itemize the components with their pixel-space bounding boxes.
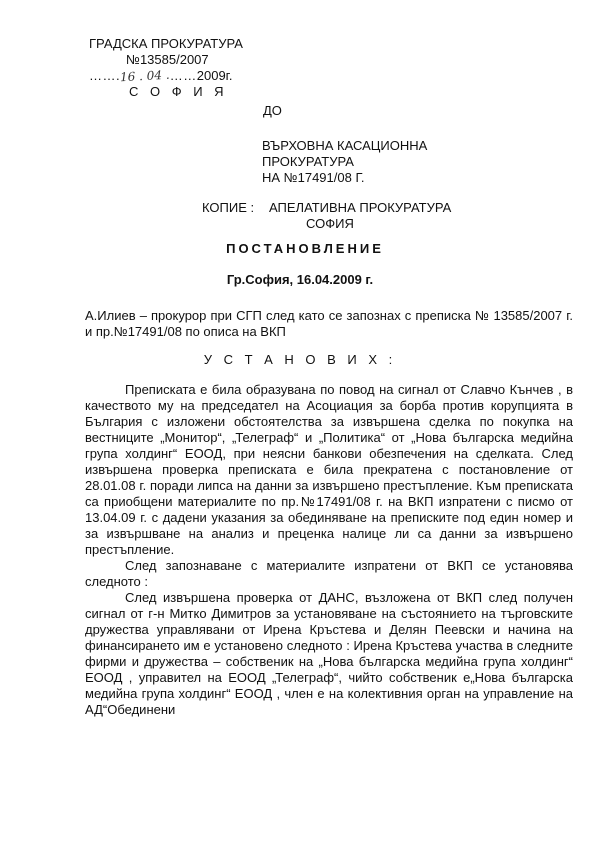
- case-number: №13585/2007: [126, 52, 209, 67]
- office-name: ГРАДСКА ПРОКУРАТУРА: [89, 36, 243, 51]
- copy-line-1: АПЕЛАТИВНА ПРОКУРАТУРА: [269, 200, 452, 215]
- recipient-line-2: ПРОКУРАТУРА: [262, 154, 354, 169]
- body-paragraph-3: След извършена проверка от ДАНС, възложена от ВКП след получен сигнал от г-н Митко Димитров за установяване на състоянието на търговските дружества управлявани от Ирена Кръстева и Делян Пеевски и начина на финансирането им е установено следното : Ирена Кръстева участва в следните фирми и дружества – собственик на „Нова българска медийна група холдинг“ ЕООД , управител на ЕООД „Телеграф“, чийто собственик е„Нова българска медийна група холдинг“ ЕООД , член е на колективния орган на управление на АД“Обединени: [85, 590, 573, 717]
- handwritten-date: 16 . 04 .: [119, 67, 171, 85]
- date-dots: …….: [89, 68, 121, 83]
- document-body: [85, 382, 573, 718]
- city-name: С О Ф И Я: [129, 84, 228, 99]
- body-paragraph-1: Преписката е била образувана по повод на сигнал от Славчо Кънчев , в качеството му на председател на Асоциация за борба против корупцията в България с изложени обстоятелства за извършена сделка по покупка на вестниците „Монитор“, „Телеграф“ и „Политика“ от „Нова българска медийна група холдинг“ ЕООД, при неясни банкови обезпечения на сделката. След извършена проверка преписката е била прекратена с постановление от 28.01.08 г. поради липса на данни за извършено престъпление. Към преписката са приобщени материалите по пр.№17491/08 г. на ВКП изпратени с писмо от 13.04.09 г. с дадени указания за обединяване на преписките под един номер и за извършване на анализ и преценка налице ли са данни за извършено престъпление.: [85, 382, 573, 557]
- recipient-address: [262, 138, 562, 186]
- section-title: У С Т А Н О В И Х :: [203, 352, 397, 367]
- to-label: ДО: [263, 103, 282, 118]
- document-title: ПОСТАНОВЛЕНИЕ: [226, 241, 384, 256]
- document-header: [89, 36, 289, 100]
- place-date: Гр.София, 16.04.2009 г.: [226, 272, 374, 287]
- recipient-line-3: НА №17491/08 Г.: [262, 170, 365, 185]
- recipient-line-1: ВЪРХОВНА КАСАЦИОННА: [262, 138, 428, 153]
- document-date: …….16 . 04 .……2009г.: [89, 67, 233, 85]
- intro-paragraph: А.Илиев – прокурор при СГП след като се запознах с преписка № 13585/2007 г. и пр.№17491/08 по описа на ВКП: [85, 308, 573, 339]
- date-suffix: 2009г.: [196, 68, 233, 83]
- body-paragraph-2: След запознаване с материалите изпратени от ВКП се установява следното :: [85, 558, 573, 589]
- copy-line-2: СОФИЯ: [306, 216, 354, 231]
- copy-recipient: [269, 200, 569, 232]
- copy-label: КОПИЕ :: [202, 200, 255, 215]
